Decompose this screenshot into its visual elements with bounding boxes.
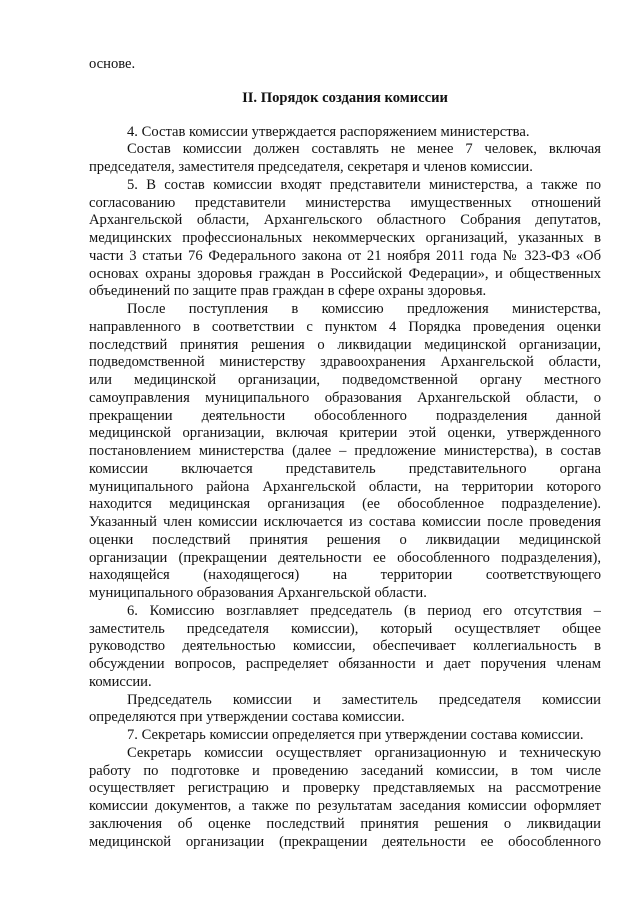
carryover-line: основе. <box>89 56 136 72</box>
text-line: самоуправления муниципального образования Архангельской области, о <box>89 389 601 406</box>
text-line: Указанный член комиссии исключается из состава комиссии после проведения <box>89 514 601 530</box>
text-line: 7. Секретарь комиссии определяется при утверждении состава комиссии. <box>127 727 584 743</box>
text-line: находится медицинская организация (ее обособленное подразделение). <box>89 496 601 513</box>
text-line: основах охраны здоровья граждан в Российской Федерации», и общественных <box>89 265 601 282</box>
text-line: 4. Состав комиссии утверждается распоряжением министерства. <box>127 123 530 140</box>
text-line: председателя, заместителя председателя, секретаря и членов комиссии. <box>89 159 533 175</box>
text-line: медицинской организации (прекращении деятельности ее обособленного <box>89 833 601 850</box>
text-line: последствий принятия решения о ликвидации медицинской организации, <box>89 336 601 353</box>
text-line: руководство деятельностью комиссии, обеспечивает коллегиальность в <box>89 638 601 655</box>
text-line: обсуждении вопросов, распределяет обязанности и дает поручения членам <box>89 656 601 672</box>
text-line: Секретарь комиссии осуществляет организационную и техническую <box>127 744 601 761</box>
text-line: муниципального района Архангельской области, на территории которого <box>89 478 601 495</box>
text-line: осуществляет регистрацию и проверку представляемых на рассмотрение <box>89 780 601 797</box>
text-line: находящейся (находящегося) на территории соответствующего <box>89 567 601 584</box>
text-line: Состав комиссии должен составлять не менее 7 человек, включая <box>127 141 601 158</box>
text-line: комиссии. <box>89 673 152 690</box>
text-line: объединений по защите прав граждан в сфере охраны здоровья. <box>89 283 487 300</box>
text-line: заместитель председателя комиссии), который осуществляет общее <box>89 620 601 637</box>
text-line: медицинских профессиональных некоммерческих организаций, указанных в <box>89 230 601 246</box>
text-line: муниципального образования Архангельской области. <box>89 585 427 601</box>
text-line: организации (прекращении деятельности ее обособленного подразделения), <box>89 549 601 566</box>
text-line: подведомственной министерству здравоохранения Архангельской области, <box>89 354 601 371</box>
text-line: 5. В состав комиссии входят представители министерства, а также по <box>127 176 601 193</box>
text-line: После поступления в комиссию предложения министерства, <box>127 301 601 317</box>
text-line: Председатель комиссии и заместитель председателя комиссии <box>127 691 601 708</box>
text-line: заключения об оценке последствий принятия решения о ликвидации <box>89 815 601 832</box>
text-line: определяются при утверждении состава комиссии. <box>89 709 405 726</box>
text-line: работу по подготовке и проведению заседаний комиссии, в том числе <box>89 762 601 779</box>
text-line: комиссии включается представитель представительного органа <box>89 460 601 477</box>
text-line: части 3 статьи 76 Федерального закона от 21 ноября 2011 года № 323-ФЗ «Об <box>89 247 601 264</box>
section-heading: II. Порядок создания комиссии <box>242 89 448 106</box>
text-line: постановлением министерства (далее – предложение министерства), в состав <box>89 443 601 459</box>
text-line: 6. Комиссию возглавляет председатель (в период его отсутствия – <box>127 602 601 619</box>
text-line: медицинской организации, включая критерии этой оценки, утвержденного <box>89 425 601 442</box>
document-page <box>89 56 601 851</box>
text-line: направленного в соответствии с пунктом 4 Порядка проведения оценки <box>89 318 601 335</box>
text-line: комиссии документов, а также по результатам заседания комиссии оформляет <box>89 798 601 814</box>
text-line: или медицинской организации, подведомственной органу местного <box>89 372 601 388</box>
text-line: согласованию представители министерства имущественных отношений <box>89 194 601 211</box>
body-text <box>89 124 601 852</box>
text-line: Архангельской области, Архангельского областного Собрания депутатов, <box>89 212 601 229</box>
text-line: прекращении деятельности обособленного подразделения данной <box>89 407 601 424</box>
text-line: оценки последствий принятия решения о ликвидации медицинской <box>89 531 601 548</box>
